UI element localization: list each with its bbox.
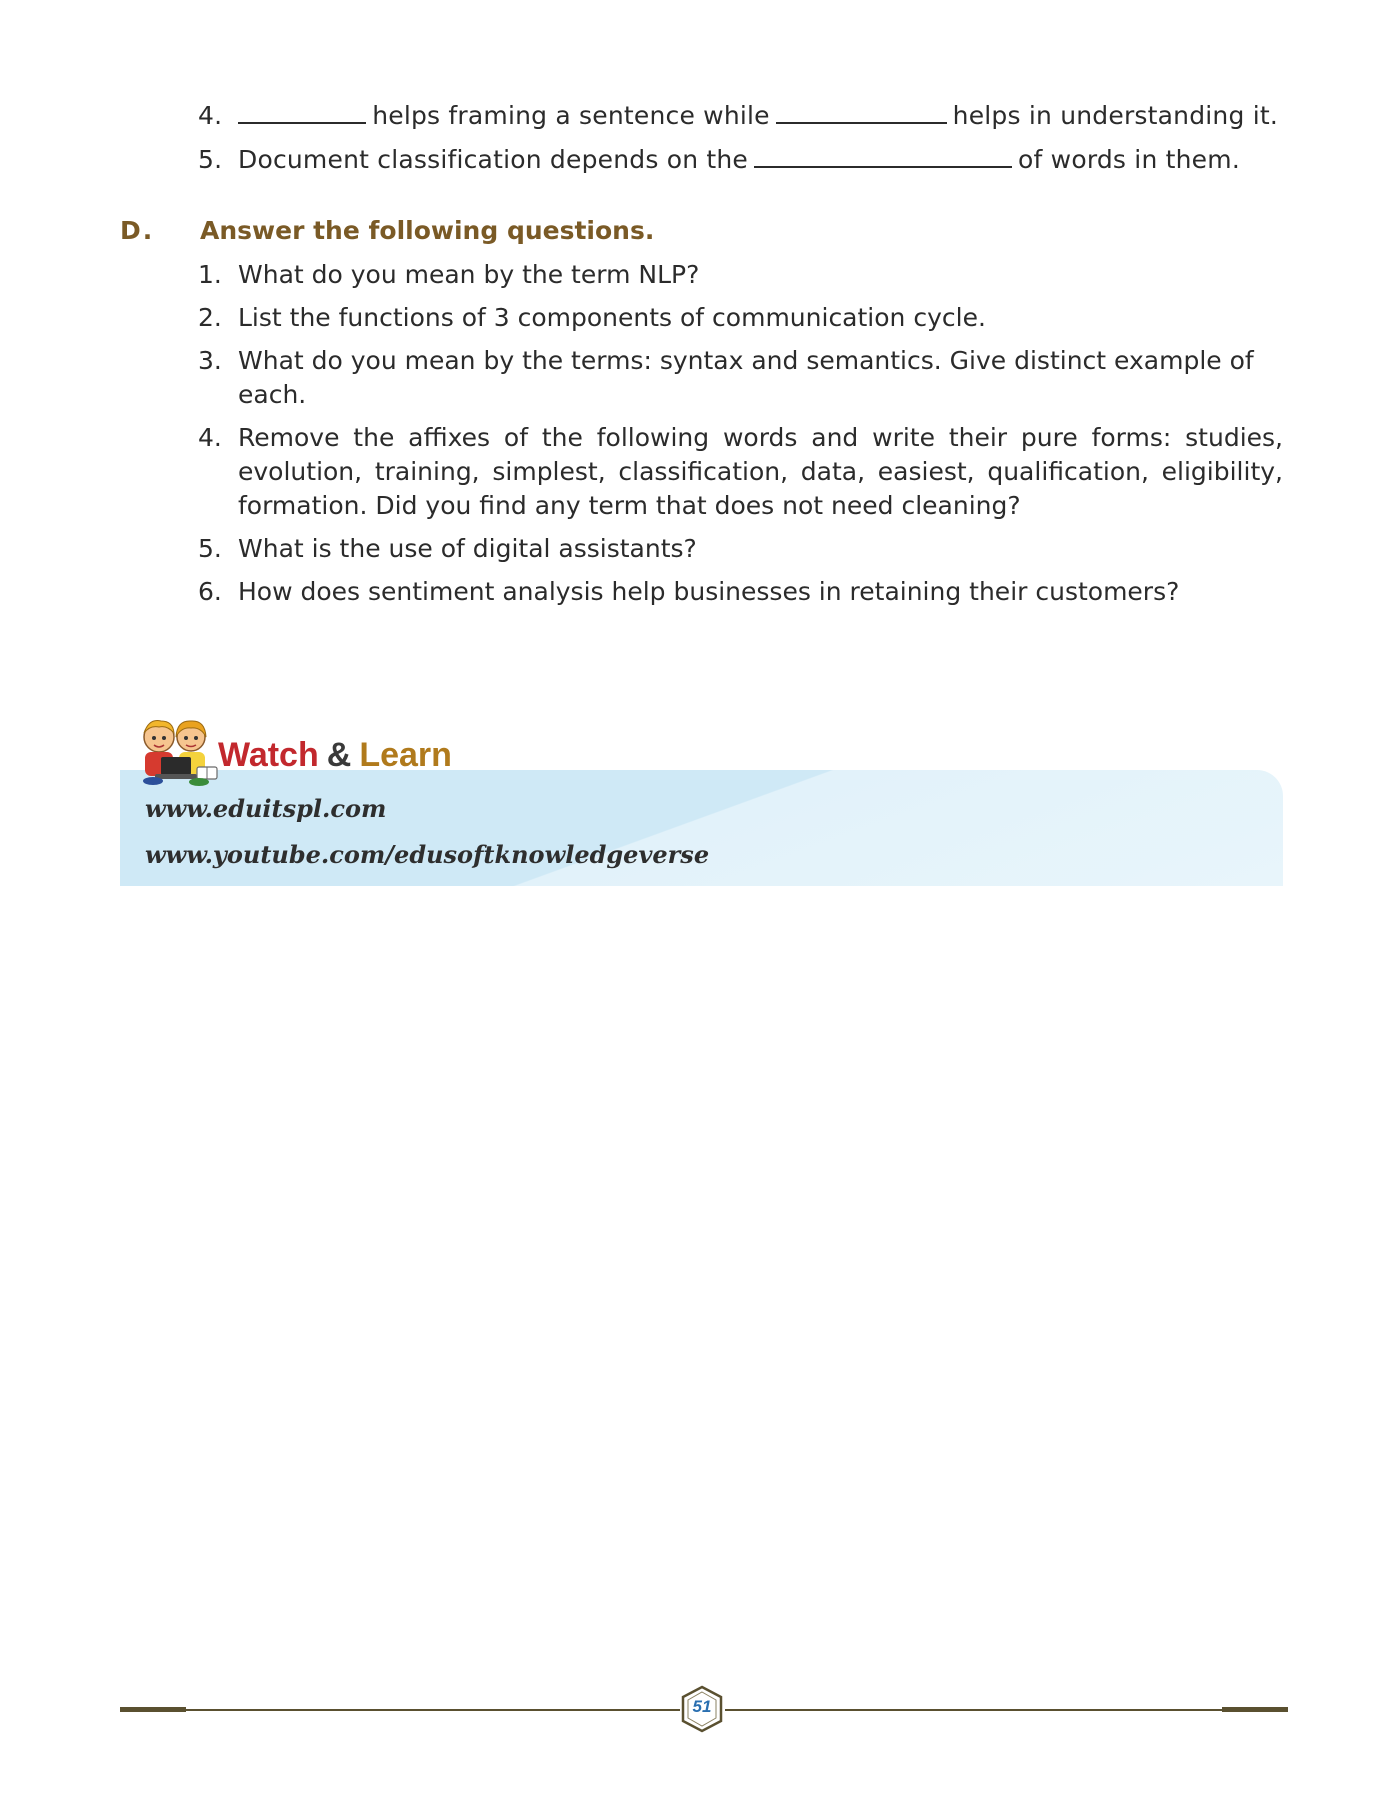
watch-label: Watch bbox=[218, 736, 319, 774]
question-text: What is the use of digital assistants? bbox=[238, 534, 697, 563]
question-text: List the functions of 3 components of communication cycle. bbox=[238, 303, 986, 332]
page-number: 51 bbox=[692, 1697, 712, 1716]
youtube-link[interactable]: www.youtube.com/edusoftknowledgeverse bbox=[145, 840, 710, 869]
question-item bbox=[198, 258, 1283, 292]
website-link[interactable]: www.eduitspl.com bbox=[145, 794, 387, 823]
answer-blank bbox=[238, 100, 366, 124]
question-number: 5. bbox=[198, 534, 222, 563]
item-text: Document classification depends on the bbox=[238, 145, 749, 174]
footer-rule-cap-left bbox=[120, 1707, 186, 1712]
item-text: helps framing a sentence while bbox=[372, 101, 770, 130]
question-number: 2. bbox=[198, 303, 222, 332]
item-number: 4. bbox=[198, 101, 223, 130]
question-item bbox=[198, 344, 1283, 412]
item-text: of words in them. bbox=[1018, 145, 1240, 174]
fill-blank-item-4 bbox=[198, 100, 1278, 144]
kids-laptop-icon bbox=[135, 715, 221, 787]
question-item bbox=[198, 575, 1283, 609]
section-letter: D. bbox=[120, 216, 155, 245]
question-number: 4. bbox=[198, 423, 222, 452]
watch-learn-title bbox=[218, 736, 452, 775]
ampersand-label: & bbox=[326, 736, 352, 774]
question-number: 3. bbox=[198, 346, 222, 375]
answer-blank bbox=[754, 144, 1012, 168]
question-item bbox=[198, 532, 1283, 566]
question-item bbox=[198, 301, 1283, 335]
answer-blank bbox=[776, 100, 947, 124]
fill-in-blanks-list bbox=[198, 100, 1278, 188]
section-heading: Answer the following questions. bbox=[200, 216, 655, 245]
item-number: 5. bbox=[198, 145, 223, 174]
question-item bbox=[198, 421, 1283, 523]
question-text: How does sentiment analysis help businesses in retaining their customers? bbox=[238, 577, 1180, 606]
question-text: What do you mean by the term NLP? bbox=[238, 260, 700, 289]
item-text: helps in understanding it. bbox=[952, 101, 1278, 130]
question-list bbox=[198, 258, 1283, 618]
learn-label: Learn bbox=[359, 736, 452, 774]
question-text: What do you mean by the terms: syntax and semantics. Give distinct example of each. bbox=[238, 346, 1254, 409]
question-number: 6. bbox=[198, 577, 222, 606]
question-text: Remove the affixes of the following words and write their pure forms: studies, evolution, training, simplest, classification, data, easiest, qualification, eligibility, formation. Did you find any term that does not need cleaning? bbox=[238, 423, 1283, 520]
question-number: 1. bbox=[198, 260, 222, 289]
fill-blank-item-5 bbox=[198, 144, 1278, 188]
footer-rule-right bbox=[725, 1709, 1288, 1711]
footer-rule-cap-right bbox=[1222, 1707, 1288, 1712]
footer-rule-left bbox=[120, 1709, 680, 1711]
